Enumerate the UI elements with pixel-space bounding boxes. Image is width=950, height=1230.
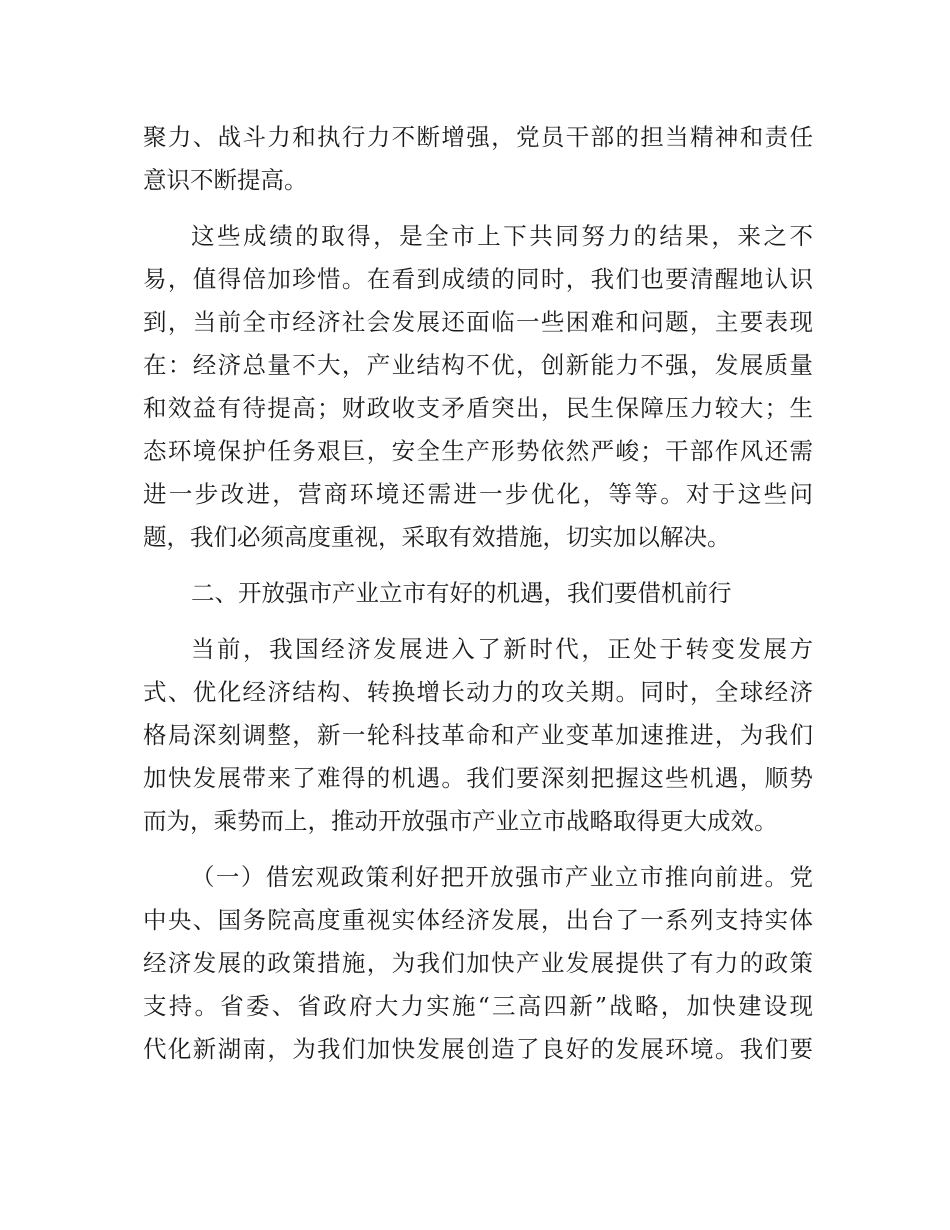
- text-line: 在：经济总量不大，产业结构不优，创新能力不强，发展质量: [143, 351, 813, 379]
- text-line: 当前，我国经济发展进入了新时代，正处于转变发展方: [191, 635, 813, 663]
- heading-line: 二、开放强市产业立市有好的机遇，我们要借机前行: [191, 579, 732, 607]
- text-line: 支持。省委、省政府大力实施“三高四新”战略，加快建设现: [143, 992, 813, 1020]
- paragraph-1: [143, 116, 813, 202]
- paragraph-2: [143, 215, 813, 559]
- text-line: 题，我们必须高度重视，采取有效措施，切实加以解决。: [143, 523, 731, 551]
- text-line: 态环境保护任务艰巨，安全生产形势依然严峻；干部作风还需: [143, 437, 813, 465]
- text-line: 而为，乘势而上，推动开放强市产业立市战略取得更大成效。: [143, 807, 778, 835]
- text-line: 这些成绩的取得，是全市上下共同努力的结果，来之不: [191, 222, 813, 250]
- text-line: 意识不断提高。: [143, 166, 308, 194]
- text-line: 到，当前全市经济社会发展还面临一些困难和问题，主要表现: [143, 308, 813, 336]
- text-line: 聚力、战斗力和执行力不断增强，党员干部的担当精神和责任: [143, 123, 813, 151]
- text-line: 代化新湖南，为我们加快发展创造了良好的发展环境。我们要: [143, 1035, 813, 1063]
- paragraph-4: [143, 856, 813, 1071]
- text-line: 中央、国务院高度重视实体经济发展，出台了一系列支持实体: [143, 906, 813, 934]
- text-line: 和效益有待提高；财政收支矛盾突出，民生保障压力较大；生: [143, 394, 813, 422]
- text-line: （一）借宏观政策利好把开放强市产业立市推向前进。党: [191, 863, 813, 891]
- text-line: 易，值得倍加珍惜。在看到成绩的同时，我们也要清醒地认识: [143, 265, 813, 293]
- text-line: 加快发展带来了难得的机遇。我们要深刻把握这些机遇，顺势: [143, 764, 813, 792]
- text-line: 经济发展的政策措施，为我们加快产业发展提供了有力的政策: [143, 949, 813, 977]
- text-line: 式、优化经济结构、转换增长动力的攻关期。同时，全球经济: [143, 678, 813, 706]
- paragraph-3: [143, 628, 813, 843]
- text-line: 进一步改进，营商环境还需进一步优化，等等。对于这些问: [143, 480, 813, 508]
- body-text: [143, 116, 813, 1084]
- section-heading: [143, 572, 813, 615]
- text-line: 格局深刻调整，新一轮科技革命和产业变革加速推进，为我们: [143, 721, 813, 749]
